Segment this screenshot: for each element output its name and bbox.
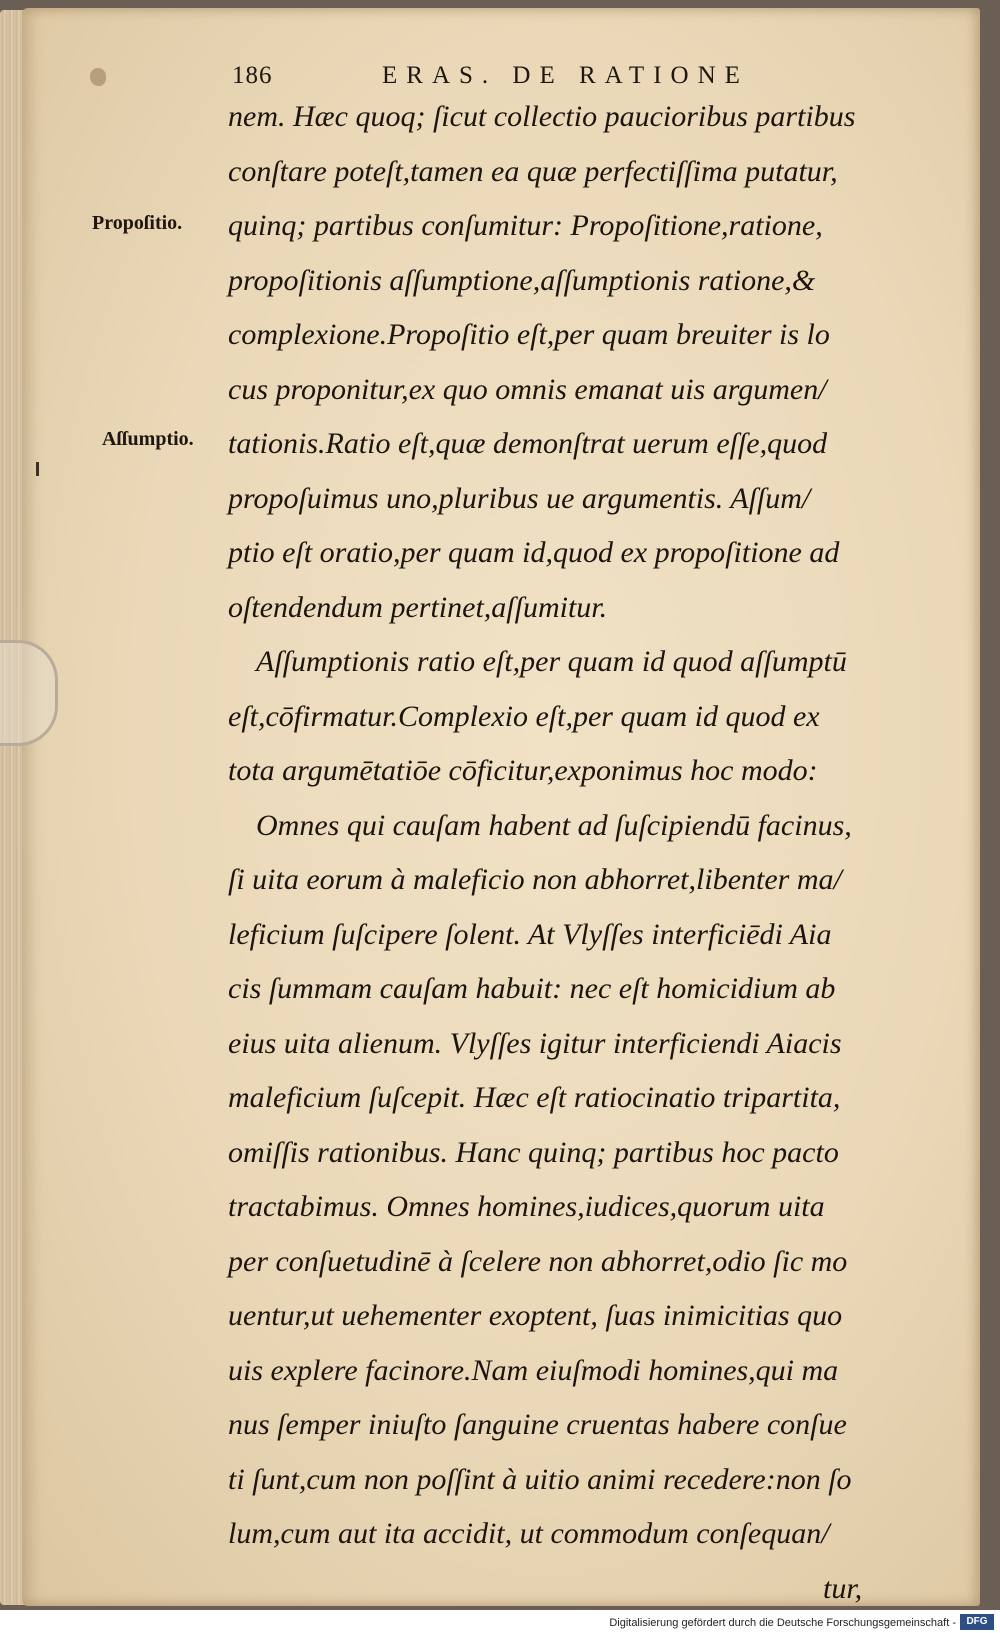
text-line: ti ſunt,cum non poſſint à uitio animi recedere:non ſo <box>228 1462 852 1496</box>
dfg-logo: DFG <box>960 1614 994 1630</box>
text-line: uentur,ut uehementer exoptent, ſuas inimicitias quo <box>228 1299 843 1332</box>
text-line: oſtendendum pertinet,aſſumitur. <box>228 590 608 624</box>
text-line: omiſſis rationibus. Hanc quinq; partibus hoc pacto <box>228 1135 839 1169</box>
text-line: cus proponitur,ex quo omnis emanat uis argumen/ <box>228 372 827 406</box>
text-line: tur, <box>823 1571 863 1605</box>
text-line: nus ſemper iniuſto ſanguine cruentas habere conſue <box>228 1408 847 1441</box>
text-line: leficium ſuſcipere ſolent. At Vlyſſes interficiēdi Aia <box>228 917 832 951</box>
text-line: tractabimus. Omnes homines,iudices,quorum uita <box>228 1190 825 1223</box>
running-head: ERAS. DE RATIONE <box>382 62 749 89</box>
footer-credit: Digitalisierung gefördert durch die Deutsche Forschungsgemeinschaft - <box>609 1617 956 1629</box>
margin-note-propositio: Propoſitio. <box>92 212 183 234</box>
text-line: conſtare poteſt,tamen ea quæ perfectiſſima putatur, <box>228 154 838 188</box>
text-line: propoſitionis aſſumptione,aſſumptionis ratione,& <box>228 263 816 297</box>
margin-note-assumptio: Aſſumptio. <box>102 428 194 450</box>
text-line: Aſſumptionis ratio eſt,per quam id quod aſſumptū <box>256 645 847 678</box>
text-line: uis explere facinore.Nam eiuſmodi homines,qui ma <box>228 1353 839 1387</box>
text-line: per conſuetudinē à ſcelere non abhorret,odio ſic mo <box>228 1244 848 1278</box>
text-line: maleficium ſuſcepit. Hæc eſt ratiocinatio tripartita, <box>228 1081 841 1114</box>
margin-mark <box>36 462 39 476</box>
page-number: 186 <box>232 62 273 89</box>
text-line: eius uita alienum. Vlyſſes igitur interficiendi Aiacis <box>228 1026 842 1060</box>
text-line: tota argumētatiōe cōficitur,exponimus hoc modo: <box>228 754 818 787</box>
text-line: tationis.Ratio eſt,quæ demonſtrat uerum eſſe,quod <box>228 427 828 460</box>
page-clip <box>0 640 58 746</box>
text-line: ſi uita eorum à maleficio non abhorret,libenter ma/ <box>228 863 842 896</box>
text-line: Omnes qui cauſam habent ad ſuſcipiendū facinus, <box>256 808 852 842</box>
text-line: lum,cum aut ita accidit, ut commodum conſequan/ <box>228 1517 830 1550</box>
text-line: propoſuimus uno,pluribus ue argumentis. Aſſum/ <box>228 481 811 515</box>
text-line: cis ſummam cauſam habuit: nec eſt homicidium ab <box>228 972 836 1005</box>
text-line: nem. Hæc quoq; ſicut collectio paucioribus partibus <box>228 100 856 133</box>
text-line: quinq; partibus conſumitur: Propoſitione,ratione, <box>228 209 823 242</box>
text-line: eſt,cōfirmatur.Complexio eſt,per quam id quod ex <box>228 699 820 733</box>
text-line: complexione.Propoſitio eſt,per quam breuiter is lo <box>228 318 830 351</box>
text-line: ptio eſt oratio,per quam id,quod ex propoſitione ad <box>228 536 840 569</box>
ink-stain <box>90 68 106 86</box>
